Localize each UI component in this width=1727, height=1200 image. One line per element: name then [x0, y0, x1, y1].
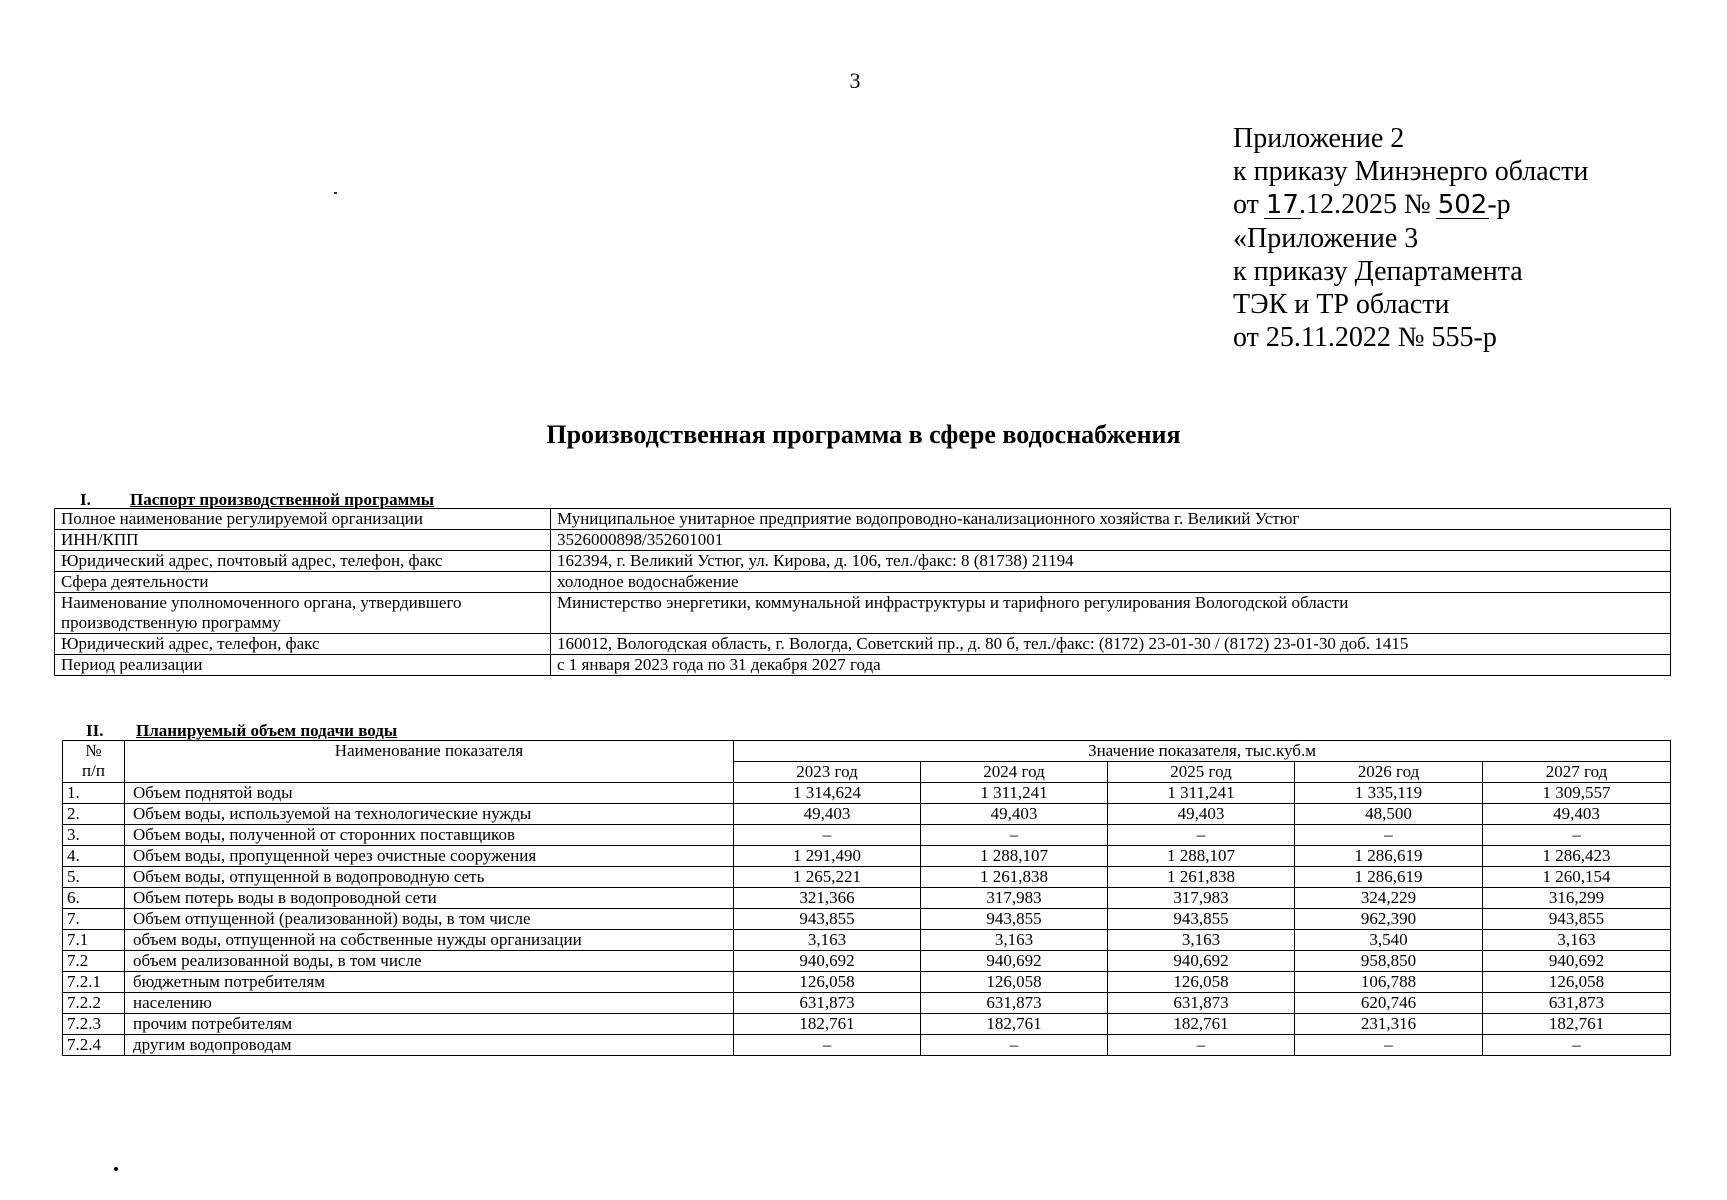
value-cell: 1 286,619 — [1295, 846, 1483, 867]
passport-value: 160012, Вологодская область, г. Вологда, Советский пр., д. 80 б, тел./факс: (8172) 23-01-30 / (8172) 23-01-30 доб. 1415 — [551, 634, 1671, 655]
passport-value: 162394, г. Великий Устюг, ул. Кирова, д. 106, тел./факс: 8 (81738) 21194 — [551, 551, 1671, 572]
row-indicator-name: Объем воды, используемой на технологические нужды — [125, 804, 734, 825]
value-cell: 943,855 — [1108, 909, 1295, 930]
appendix-line-4: «Приложение 3 — [1233, 223, 1419, 254]
value-cell: 3,163 — [921, 930, 1108, 951]
appendix-line-2: к приказу Минэнерго области — [1233, 156, 1589, 187]
row-indicator-name: Объем воды, отпущенной в водопроводную сеть — [125, 867, 734, 888]
value-cell: 182,761 — [1483, 1014, 1671, 1035]
appendix-line-3 — [1233, 188, 1588, 222]
row-number: 3. — [63, 825, 125, 846]
section-2-heading — [86, 721, 397, 741]
scan-dot — [114, 1167, 118, 1171]
handwritten-day: 17 — [1265, 190, 1299, 220]
row-number: 7.2 — [63, 951, 125, 972]
row-number: 7.2.1 — [63, 972, 125, 993]
value-cell: 631,873 — [734, 993, 921, 1014]
appendix-block — [1233, 122, 1588, 354]
value-cell: 49,403 — [1483, 804, 1671, 825]
passport-label: Период реализации — [55, 655, 551, 676]
passport-value: Министерство энергетики, коммунальной инфраструктуры и тарифного регулирования Вологодской области — [551, 593, 1671, 634]
value-cell: 1 286,619 — [1295, 867, 1483, 888]
passport-value: с 1 января 2023 года по 31 декабря 2027 года — [551, 655, 1671, 676]
row-indicator-name: Объем воды, полученной от сторонних поставщиков — [125, 825, 734, 846]
passport-row — [55, 593, 1671, 634]
value-cell: 631,873 — [1483, 993, 1671, 1014]
section-2-number: II. — [86, 721, 104, 740]
appendix-line-1: Приложение 2 — [1233, 123, 1405, 154]
value-cell: – — [1483, 1035, 1671, 1056]
row-indicator-name: Объем потерь воды в водопроводной сети — [125, 888, 734, 909]
passport-label: Юридический адрес, телефон, факс — [55, 634, 551, 655]
column-header-number: № п/п — [63, 741, 125, 783]
table-row — [63, 993, 1671, 1014]
value-cell: – — [1483, 825, 1671, 846]
passport-label: Сфера деятельности — [55, 572, 551, 593]
table-row — [63, 867, 1671, 888]
value-cell: 316,299 — [1483, 888, 1671, 909]
passport-label: ИНН/КПП — [55, 530, 551, 551]
section-1-number: I. — [80, 490, 91, 509]
page-title: Производственная программа в сфере водоснабжения — [546, 420, 1181, 449]
value-cell: 49,403 — [734, 804, 921, 825]
section-1-heading — [80, 490, 434, 510]
column-header-values: Значение показателя, тыс.куб.м — [734, 741, 1671, 762]
value-cell: – — [1295, 825, 1483, 846]
section-1-title: Паспорт производственной программы — [130, 490, 435, 509]
value-cell: 49,403 — [1108, 804, 1295, 825]
column-header-indicator: Наименование показателя — [125, 741, 734, 783]
passport-label: Юридический адрес, почтовый адрес, телефон, факс — [55, 551, 551, 572]
value-cell: 1 314,624 — [734, 783, 921, 804]
value-cell: 1 291,490 — [734, 846, 921, 867]
value-cell: 962,390 — [1295, 909, 1483, 930]
value-cell: – — [734, 1035, 921, 1056]
value-cell: 940,692 — [734, 951, 921, 972]
value-cell: 1 261,838 — [1108, 867, 1295, 888]
passport-row — [55, 634, 1671, 655]
year-header: 2027 год — [1483, 762, 1671, 783]
row-indicator-name: объем реализованной воды, в том числе — [125, 951, 734, 972]
row-indicator-name: Объем поднятой воды — [125, 783, 734, 804]
handwritten-order-number: 502 — [1437, 190, 1488, 220]
passport-label: Наименование уполномоченного органа, утвердившего производственную программу — [55, 593, 551, 634]
value-cell: – — [1108, 825, 1295, 846]
passport-row — [55, 655, 1671, 676]
value-cell: 317,983 — [1108, 888, 1295, 909]
table-row — [63, 888, 1671, 909]
value-cell: 3,163 — [1483, 930, 1671, 951]
row-indicator-name: Объем отпущенной (реализованной) воды, в том числе — [125, 909, 734, 930]
value-cell: – — [921, 1035, 1108, 1056]
value-cell: 1 311,241 — [1108, 783, 1295, 804]
value-cell: 940,692 — [1108, 951, 1295, 972]
section-2-title: Планируемый объем подачи воды — [136, 721, 398, 740]
value-cell: 943,855 — [921, 909, 1108, 930]
value-cell: 49,403 — [921, 804, 1108, 825]
value-cell: 182,761 — [734, 1014, 921, 1035]
value-cell: 940,692 — [921, 951, 1108, 972]
value-cell: 231,316 — [1295, 1014, 1483, 1035]
appendix-line-7: от 25.11.2022 № 555-р — [1233, 322, 1497, 353]
value-cell: 106,788 — [1295, 972, 1483, 993]
value-cell: 943,855 — [734, 909, 921, 930]
value-cell: 182,761 — [1108, 1014, 1295, 1035]
table-row — [63, 930, 1671, 951]
value-cell: 1 288,107 — [921, 846, 1108, 867]
value-cell: 1 265,221 — [734, 867, 921, 888]
value-cell: 631,873 — [921, 993, 1108, 1014]
value-cell: 1 309,557 — [1483, 783, 1671, 804]
scan-speck — [334, 192, 337, 194]
row-number: 7.2.4 — [63, 1035, 125, 1056]
passport-value: Муниципальное унитарное предприятие водопроводно-канализационного хозяйства г. Великий Устюг — [551, 509, 1671, 530]
table-row — [63, 825, 1671, 846]
water-volume-table — [62, 740, 1671, 1056]
table-row — [63, 783, 1671, 804]
row-indicator-name: прочим потребителям — [125, 1014, 734, 1035]
value-cell: 1 286,423 — [1483, 846, 1671, 867]
value-cell: 620,746 — [1295, 993, 1483, 1014]
row-number: 7.1 — [63, 930, 125, 951]
value-cell: 3,163 — [734, 930, 921, 951]
passport-table — [54, 508, 1671, 676]
value-cell: 1 335,119 — [1295, 783, 1483, 804]
value-cell: 126,058 — [1483, 972, 1671, 993]
appendix-line-3-middle: .12.2025 № — [1298, 189, 1431, 220]
value-cell: 317,983 — [921, 888, 1108, 909]
appendix-line-5: к приказу Департамента — [1233, 256, 1523, 287]
year-header: 2026 год — [1295, 762, 1483, 783]
value-cell: 3,540 — [1295, 930, 1483, 951]
passport-label: Полное наименование регулируемой организации — [55, 509, 551, 530]
row-indicator-name: объем воды, отпущенной на собственные нужды организации — [125, 930, 734, 951]
passport-row — [55, 530, 1671, 551]
value-cell: 182,761 — [921, 1014, 1108, 1035]
row-indicator-name: Объем воды, пропущенной через очистные сооружения — [125, 846, 734, 867]
value-cell: – — [1108, 1035, 1295, 1056]
table-row — [63, 804, 1671, 825]
row-indicator-name: населению — [125, 993, 734, 1014]
value-cell: – — [921, 825, 1108, 846]
page-number: 3 — [849, 68, 861, 93]
value-cell: 1 311,241 — [921, 783, 1108, 804]
value-cell: 943,855 — [1483, 909, 1671, 930]
year-header: 2024 год — [921, 762, 1108, 783]
value-cell: 3,163 — [1108, 930, 1295, 951]
value-cell: 126,058 — [734, 972, 921, 993]
value-cell: 321,366 — [734, 888, 921, 909]
table-row — [63, 951, 1671, 972]
value-cell: – — [734, 825, 921, 846]
table-row — [63, 972, 1671, 993]
value-cell: 1 260,154 — [1483, 867, 1671, 888]
table-row — [63, 846, 1671, 867]
passport-row — [55, 551, 1671, 572]
row-number: 7.2.2 — [63, 993, 125, 1014]
year-header: 2025 год — [1108, 762, 1295, 783]
value-cell: 126,058 — [1108, 972, 1295, 993]
row-number: 2. — [63, 804, 125, 825]
value-cell: 48,500 — [1295, 804, 1483, 825]
year-header: 2023 год — [734, 762, 921, 783]
row-number: 7.2.3 — [63, 1014, 125, 1035]
value-cell: 940,692 — [1483, 951, 1671, 972]
value-cell: 126,058 — [921, 972, 1108, 993]
appendix-line-3-suffix: -р — [1487, 189, 1511, 220]
table-row — [63, 1035, 1671, 1056]
passport-row — [55, 509, 1671, 530]
table-row — [63, 909, 1671, 930]
row-number: 5. — [63, 867, 125, 888]
value-cell: 1 288,107 — [1108, 846, 1295, 867]
appendix-line-3-prefix: от — [1233, 189, 1259, 220]
passport-value: 3526000898/352601001 — [551, 530, 1671, 551]
value-cell: 958,850 — [1295, 951, 1483, 972]
table-row — [63, 1014, 1671, 1035]
passport-value: холодное водоснабжение — [551, 572, 1671, 593]
row-number: 7. — [63, 909, 125, 930]
row-number: 4. — [63, 846, 125, 867]
row-number: 6. — [63, 888, 125, 909]
value-cell: – — [1295, 1035, 1483, 1056]
value-cell: 631,873 — [1108, 993, 1295, 1014]
passport-row — [55, 572, 1671, 593]
row-indicator-name: другим водопроводам — [125, 1035, 734, 1056]
row-number: 1. — [63, 783, 125, 804]
value-cell: 324,229 — [1295, 888, 1483, 909]
row-indicator-name: бюджетным потребителям — [125, 972, 734, 993]
value-cell: 1 261,838 — [921, 867, 1108, 888]
appendix-line-6: ТЭК и ТР области — [1233, 289, 1450, 320]
